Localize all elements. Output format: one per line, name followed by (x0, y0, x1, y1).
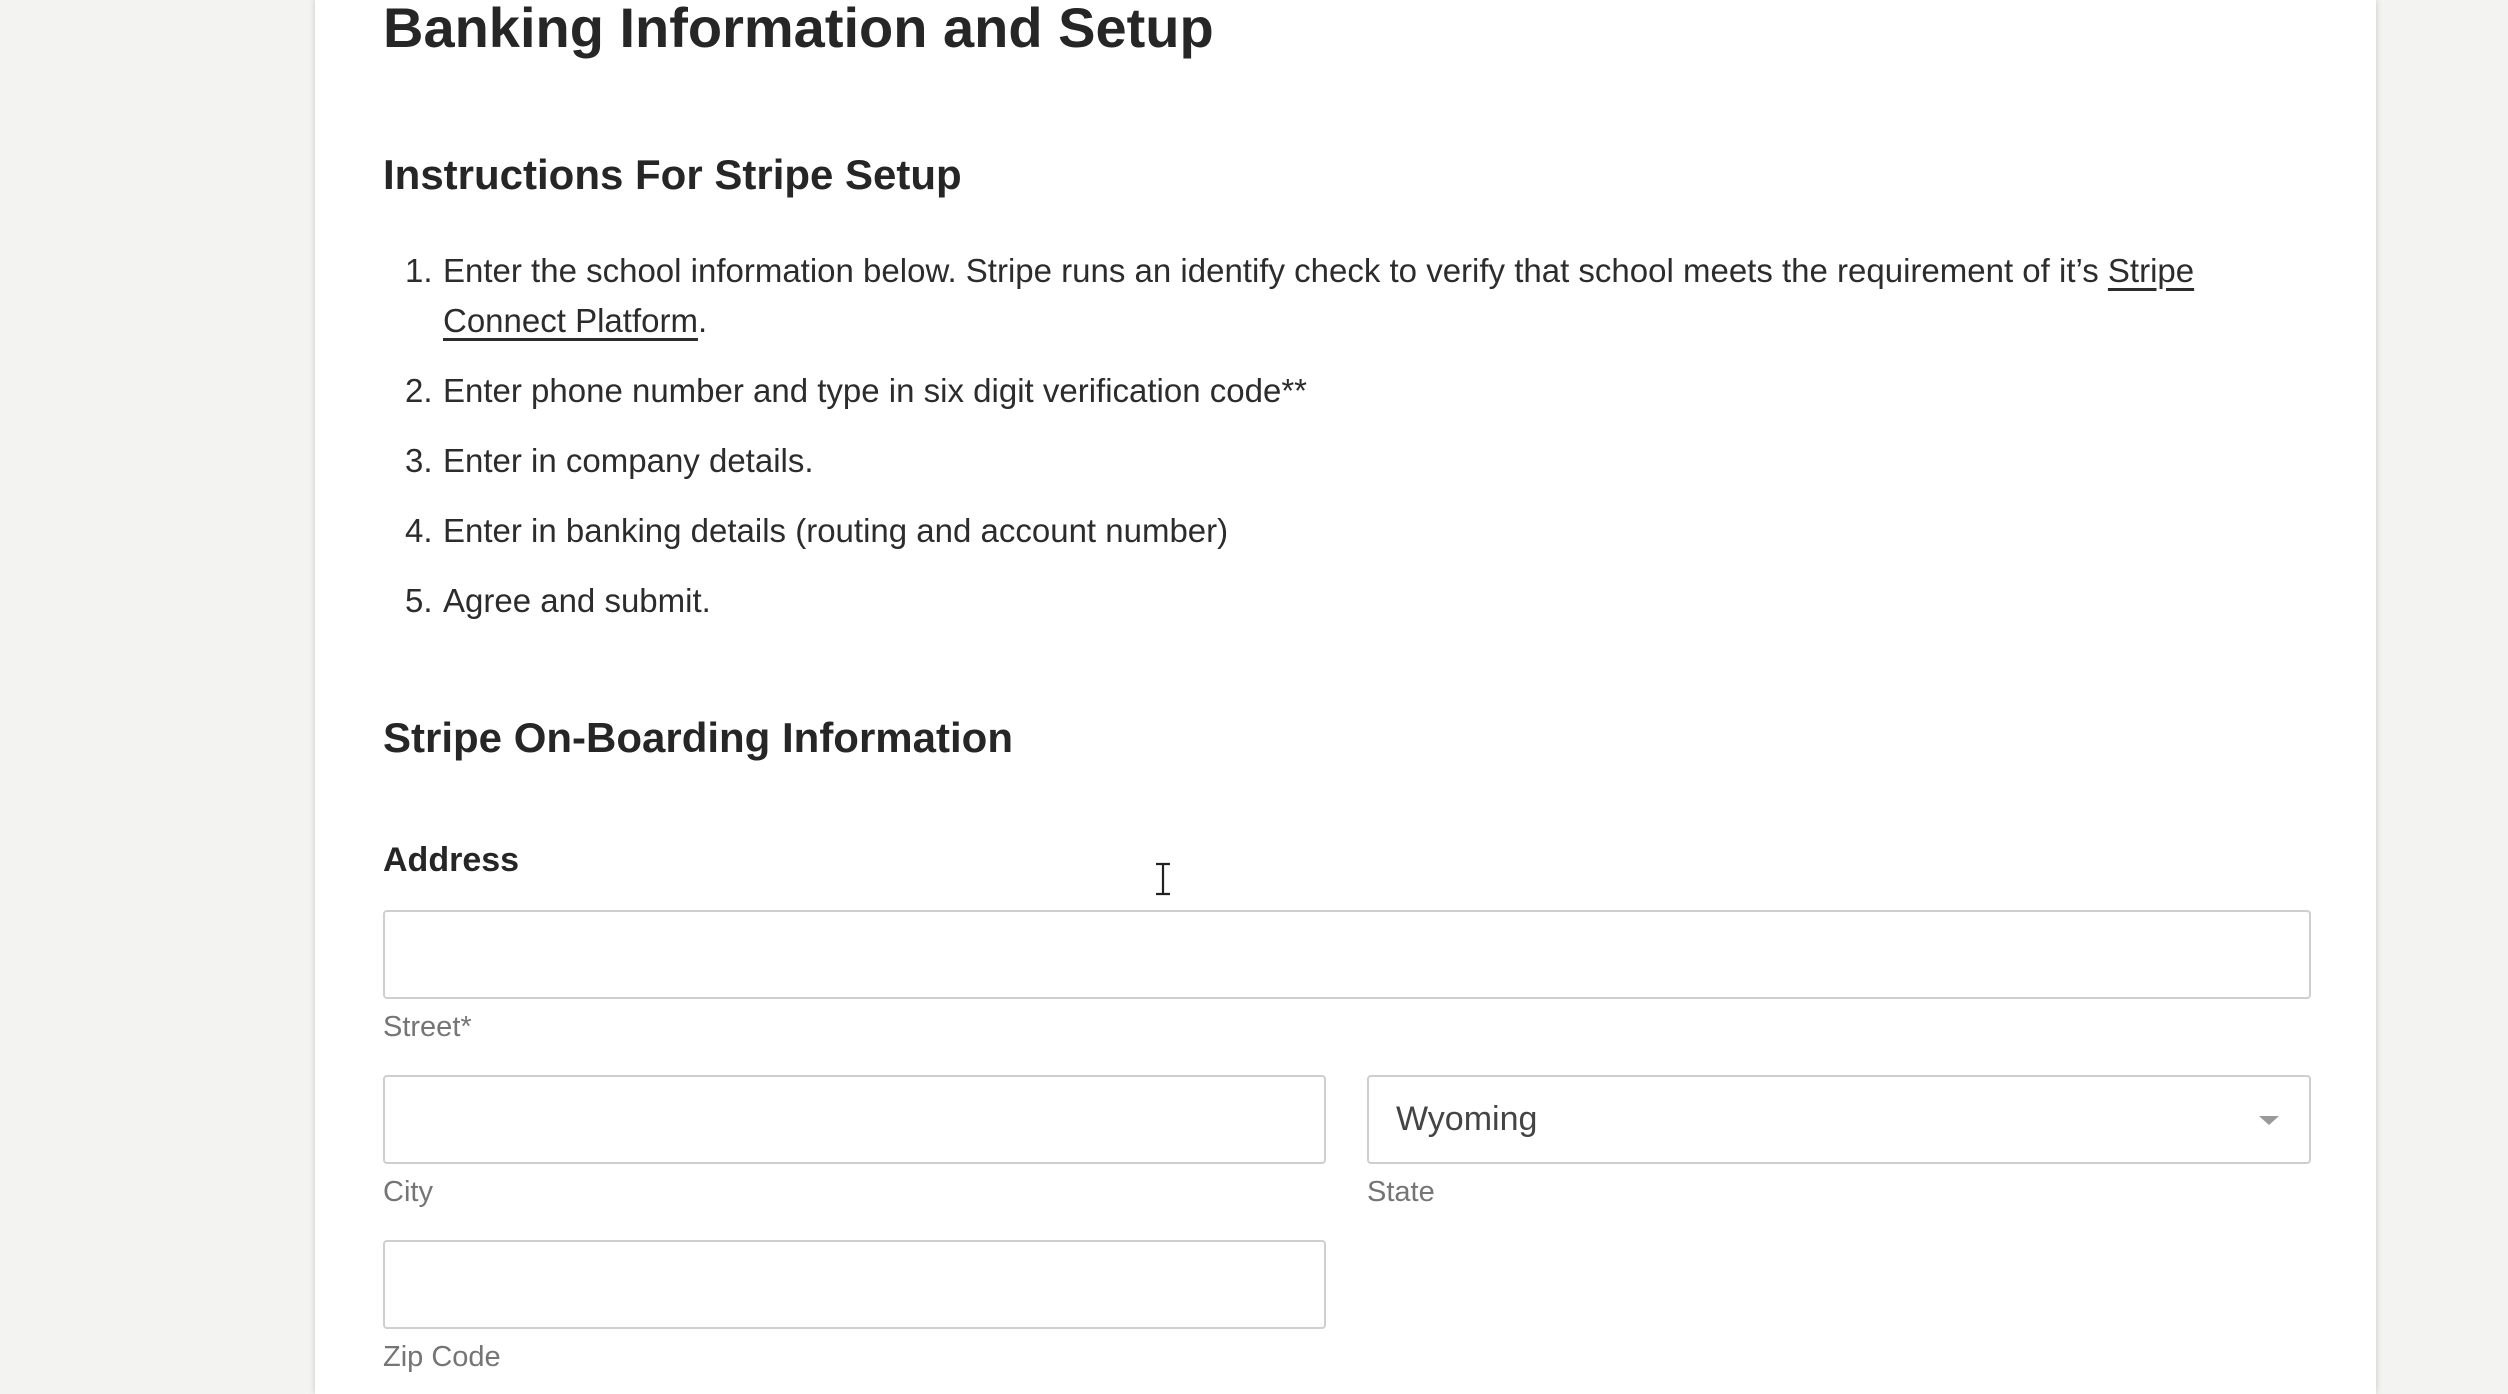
step-text: Enter in company details. (443, 442, 814, 479)
zip-code-input[interactable] (383, 1240, 1326, 1329)
step-number: 1. (405, 252, 433, 289)
state-select[interactable] (1367, 1075, 2311, 1164)
street-label: Street* (383, 1011, 472, 1043)
onboarding-heading: Stripe On-Boarding Information (383, 714, 1013, 761)
step-number: 4. (405, 512, 433, 549)
instruction-step-4 (383, 506, 2311, 556)
step-text-end: . (697, 302, 708, 339)
city-label: City (383, 1176, 433, 1208)
stripe-connect-platform-link[interactable]: Stripe Connect Platform (443, 252, 2195, 339)
step-number: 3. (405, 442, 433, 479)
step-text: Agree and submit. (443, 582, 711, 619)
instruction-step-2 (383, 366, 2311, 416)
street-input[interactable] (383, 910, 2311, 999)
instructions-list (383, 246, 2311, 646)
city-input[interactable] (383, 1075, 1326, 1164)
step-text: Enter the school information below. Stripe runs an identify check to verify that school meets the requirement of it’s (443, 252, 2108, 289)
step-number: 5. (405, 582, 433, 619)
instruction-step-3 (383, 436, 2311, 486)
state-label: State (1367, 1176, 1435, 1208)
step-text: Enter phone number and type in six digit verification code** (443, 372, 1308, 409)
chevron-down-icon (2259, 1116, 2279, 1125)
form-page (315, 0, 2376, 1394)
text-cursor-icon (1153, 862, 1173, 896)
instruction-step-1 (383, 246, 2311, 346)
instructions-heading: Instructions For Stripe Setup (383, 151, 962, 198)
step-number: 2. (405, 372, 433, 409)
page-title: Banking Information and Setup (383, 0, 1214, 59)
step-text: Enter in banking details (routing and account number) (443, 512, 1229, 549)
address-label: Address (383, 841, 520, 879)
state-selected-value: Wyoming (1396, 1100, 1538, 1138)
zip-code-label: Zip Code (383, 1341, 501, 1373)
instruction-step-5 (383, 576, 2311, 626)
